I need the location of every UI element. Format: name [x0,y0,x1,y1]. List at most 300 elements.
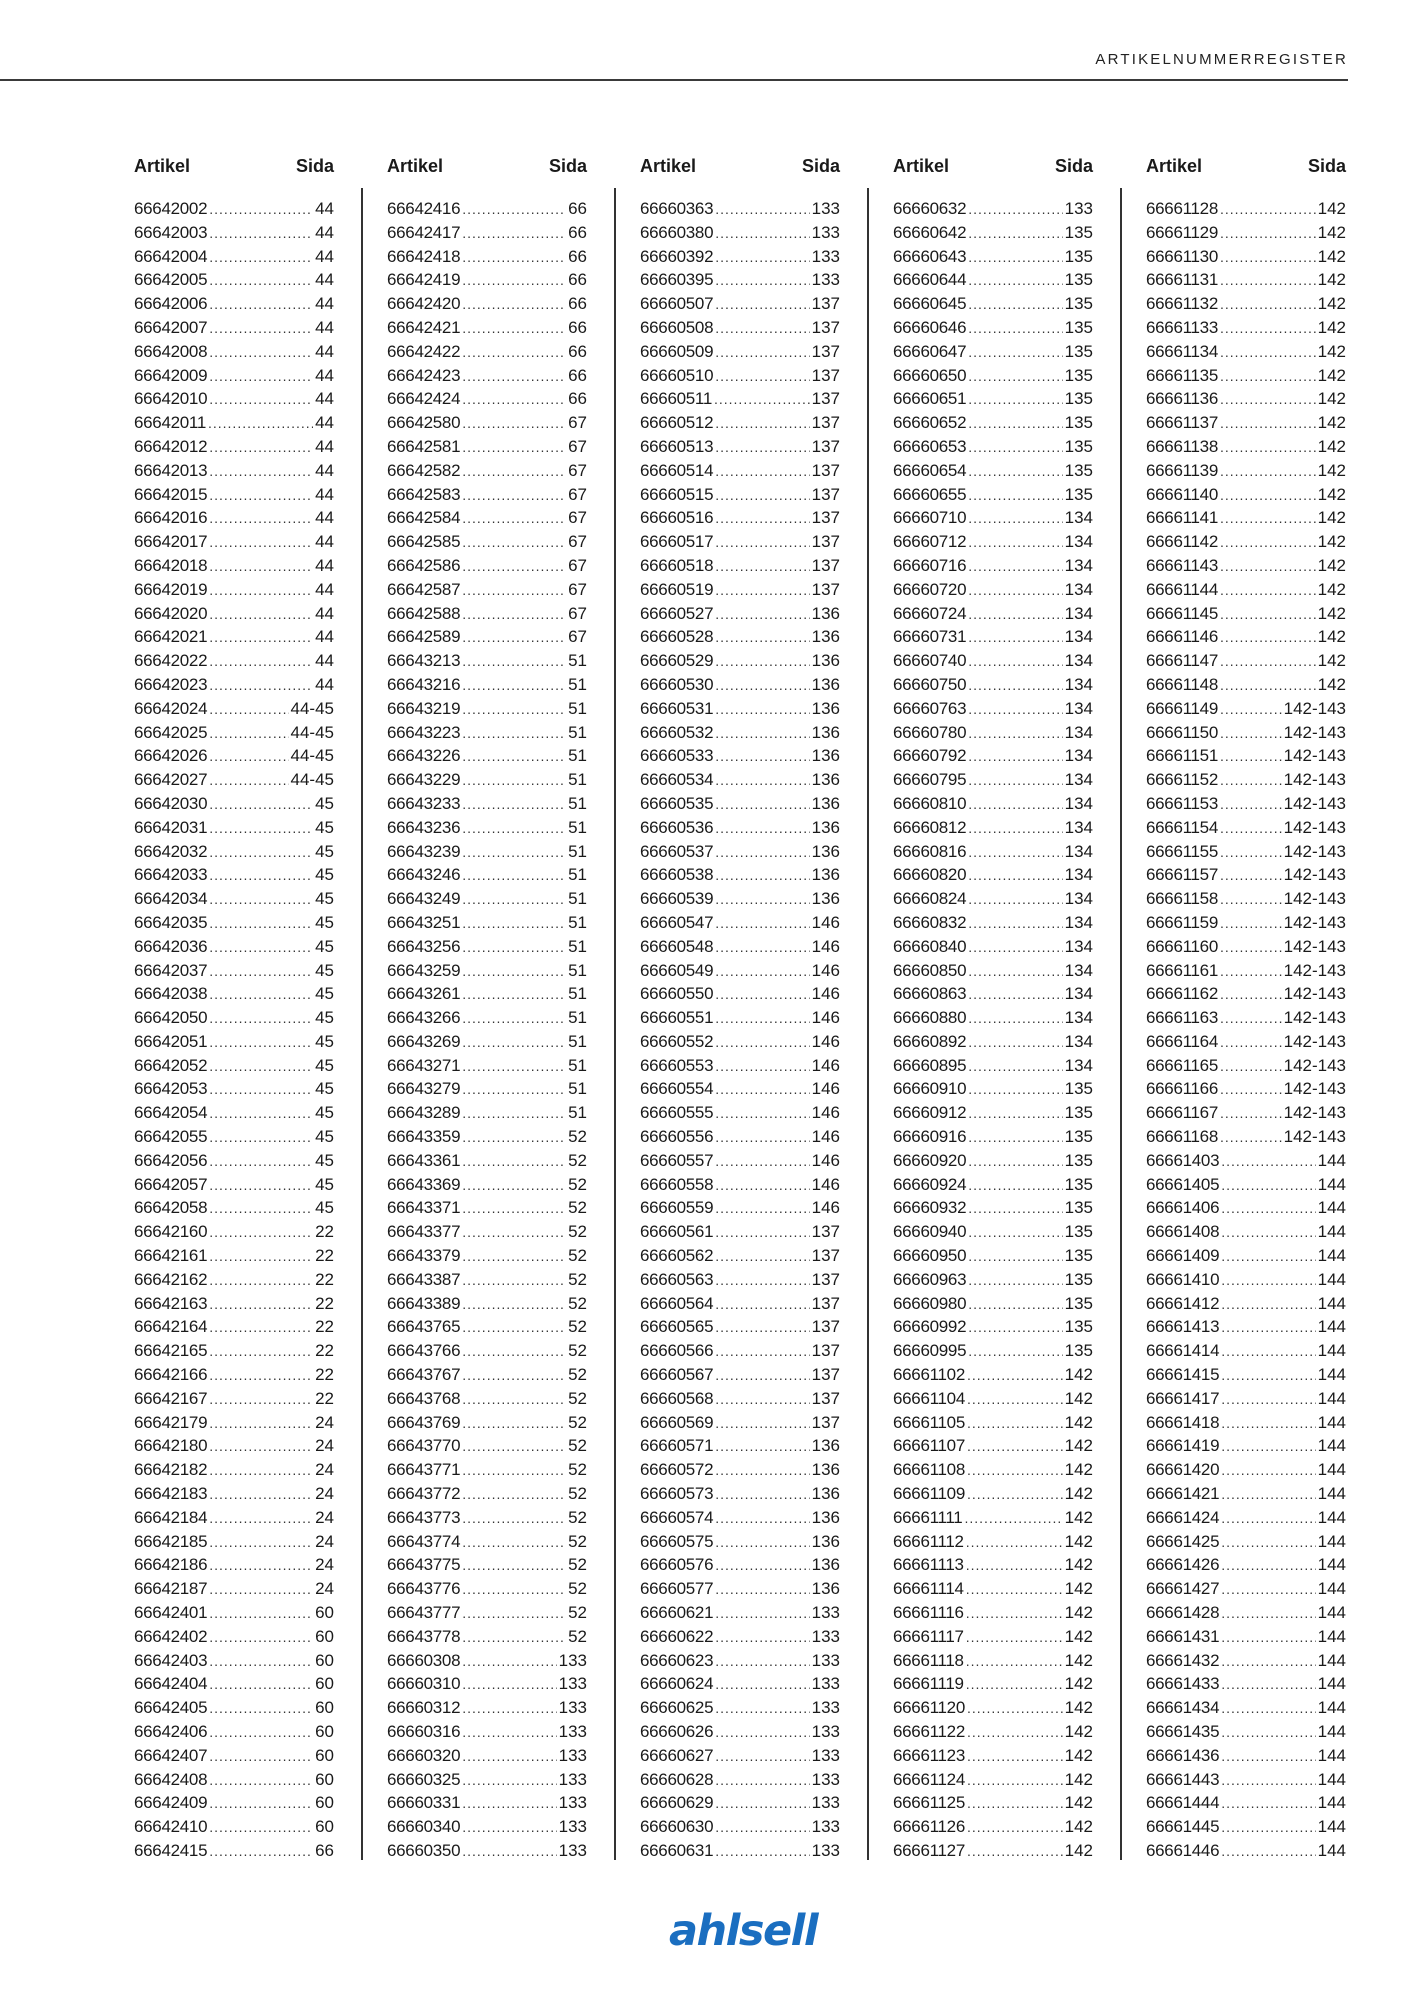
article-number: 66661159 [1146,912,1218,932]
article-number: 66642023 [134,674,208,694]
dot-leader [209,1792,313,1815]
dot-leader [1220,388,1316,411]
header-page: Sida [1307,156,1346,176]
dot-leader [462,983,566,1006]
article-number: 66661123 [893,1745,965,1765]
index-row [893,649,1093,673]
dot-leader [1221,1602,1315,1625]
index-row [893,1458,1093,1482]
page-number: 67 [568,484,587,504]
article-number: 66643233 [387,793,461,813]
dot-leader [462,1626,566,1649]
article-number: 66660518 [640,555,714,575]
dot-leader [209,1840,313,1863]
index-row [134,1101,334,1125]
index-row [1146,1101,1346,1125]
dot-leader [462,1745,556,1768]
index-row [640,1268,840,1292]
page-number: 135 [1064,270,1093,290]
index-row [1146,1553,1346,1577]
dot-leader [1221,1840,1315,1863]
article-number: 66660514 [640,460,714,480]
dot-leader [715,1007,809,1030]
page-number: 44 [315,413,334,433]
dot-leader [209,1507,313,1530]
page-number: 137 [811,1388,840,1408]
article-number: 66660569 [640,1412,714,1432]
article-number: 66661413 [1146,1317,1220,1337]
index-row [387,1506,587,1530]
index-row [134,863,334,887]
index-row [1146,197,1346,221]
page-number: 135 [1064,460,1093,480]
index-row [640,840,840,864]
page-number: 144 [1317,1317,1346,1337]
article-number: 66660651 [893,389,967,409]
page-number: 136 [811,698,840,718]
page-number: 133 [811,1745,840,1765]
dot-leader [209,817,313,840]
index-row [387,1363,587,1387]
article-number: 66660571 [640,1436,714,1456]
index-row [387,1553,587,1577]
dot-leader [462,1174,566,1197]
dot-leader [462,1792,556,1815]
index-row [893,602,1093,626]
dot-leader [462,1578,566,1601]
page-number: 142 [1317,460,1346,480]
page-number: 146 [811,984,840,1004]
index-row [1146,1339,1346,1363]
article-number: 66660646 [893,317,967,337]
page-number: 134 [1064,555,1093,575]
dot-leader [1220,507,1316,530]
index-row [640,1458,840,1482]
page-number: 142 [1064,1531,1093,1551]
page-number: 134 [1064,603,1093,623]
article-number: 66660624 [640,1674,714,1694]
index-row [893,1815,1093,1839]
page-number: 142 [1317,508,1346,528]
index-row [640,1577,840,1601]
page-number: 52 [568,1341,587,1361]
dot-leader [209,365,313,388]
page-number: 144 [1317,1650,1346,1670]
dot-leader [967,1697,1063,1720]
article-number: 66642183 [134,1484,208,1504]
index-row [640,1720,840,1744]
index-row [387,744,587,768]
header-article: Artikel [134,156,191,176]
article-number: 66660557 [640,1150,714,1170]
dot-leader [715,603,809,626]
page-number: 142 [1317,294,1346,314]
article-number: 66661138 [1146,436,1218,456]
page-number: 142 [1317,579,1346,599]
article-number: 66660316 [387,1722,461,1741]
article-number: 66660647 [893,341,967,361]
page-number: 133 [1064,199,1093,218]
page-number: 146 [811,1198,840,1218]
article-number: 66660517 [640,532,714,552]
dot-leader [209,388,313,411]
dot-leader [462,1340,566,1363]
dot-leader [1220,293,1316,316]
page-number: 133 [558,1722,587,1741]
dot-leader [1220,531,1316,554]
index-row [893,1625,1093,1649]
dot-leader [1220,698,1282,721]
article-number: 66642182 [134,1460,208,1480]
article-number: 66661409 [1146,1246,1220,1266]
dot-leader [1221,1816,1315,1839]
article-number: 66642187 [134,1579,208,1599]
article-number: 66642403 [134,1650,208,1670]
index-row [1146,530,1346,554]
page-number: 142 [1317,436,1346,456]
index-row [893,340,1093,364]
page-number: 136 [811,722,840,742]
dot-leader [966,1531,1063,1554]
index-row [1146,1458,1346,1482]
page-number: 137 [811,317,840,337]
column-header [1146,156,1346,180]
article-number: 66642005 [134,270,208,290]
dot-leader [1220,198,1316,221]
article-number: 66642417 [387,222,461,242]
index-row [640,1196,840,1220]
dot-leader [715,769,809,792]
page-number: 136 [811,1484,840,1504]
dot-leader [715,1435,809,1458]
page-number: 136 [811,1555,840,1575]
article-number: 66661120 [893,1698,965,1718]
dot-leader [715,531,809,554]
index-row [387,411,587,435]
dot-leader [462,1078,566,1101]
dot-leader [714,388,810,411]
page-number: 66 [568,222,587,242]
dot-leader [462,1816,556,1839]
dot-leader [715,1840,809,1863]
dot-leader [715,888,809,911]
index-row [134,364,334,388]
dot-leader [209,1245,313,1268]
article-number: 66661414 [1146,1341,1220,1361]
page-number: 44 [315,555,334,575]
article-number: 66660622 [640,1626,714,1646]
index-row [1146,1720,1346,1744]
index-row [387,1030,587,1054]
page-number: 142 [1317,532,1346,552]
article-number: 66643361 [387,1150,461,1170]
index-row [134,1791,334,1815]
article-number: 66660528 [640,627,714,647]
index-row [893,411,1093,435]
article-number: 66660548 [640,936,714,956]
index-row [1146,816,1346,840]
index-row [134,1649,334,1673]
header-article: Artikel [893,156,950,176]
index-row [1146,1625,1346,1649]
page-number: 66 [568,341,587,361]
dot-leader [1220,1078,1282,1101]
page-number: 51 [568,936,587,956]
dot-leader [209,888,313,911]
article-number: 66660763 [893,698,967,718]
index-row [893,268,1093,292]
page-number: 144 [1317,1674,1346,1694]
index-row [640,1815,840,1839]
index-row [640,554,840,578]
page-number: 52 [568,1460,587,1480]
page-number: 142-143 [1283,841,1346,861]
article-number: 66642585 [387,532,461,552]
dot-leader [1220,222,1316,245]
index-row [640,697,840,721]
page-number: 52 [568,1222,587,1242]
article-number: 66660363 [640,199,714,218]
dot-leader [209,1174,313,1197]
dot-leader [715,1293,809,1316]
dot-leader [968,1174,1062,1197]
index-row [893,1292,1093,1316]
article-number: 66643219 [387,698,461,718]
dot-leader [967,1459,1063,1482]
page-number: 144 [1317,1293,1346,1313]
dot-leader [462,317,566,340]
page-number: 52 [568,1626,587,1646]
article-number: 66660652 [893,413,967,433]
page-number: 142 [1317,413,1346,433]
index-row [387,1149,587,1173]
dot-leader [967,1769,1063,1792]
page-number: 24 [315,1531,334,1551]
article-number: 66661145 [1146,603,1218,623]
article-number: 66661417 [1146,1388,1220,1408]
dot-leader [967,1388,1063,1411]
dot-leader [1221,1316,1315,1339]
dot-leader [968,722,1062,745]
dot-leader [968,745,1062,768]
page-number: 134 [1064,1055,1093,1075]
article-number: 66660308 [387,1650,461,1670]
dot-leader [715,246,809,269]
index-row [1146,1696,1346,1720]
page-number: 44 [315,484,334,504]
index-row [640,935,840,959]
page-number: 66 [568,246,587,266]
page-number: 44 [315,674,334,694]
dot-leader [1221,1745,1315,1768]
dot-leader [968,626,1062,649]
page-number: 142 [1064,1579,1093,1599]
article-number: 66661424 [1146,1507,1220,1527]
page-number: 142 [1317,365,1346,385]
index-row [387,506,587,530]
index-row [1146,1363,1346,1387]
article-number: 66642410 [134,1817,208,1837]
dot-leader [1221,1531,1315,1554]
index-row [640,649,840,673]
index-row [1146,982,1346,1006]
index-row [640,1672,840,1696]
page-number: 137 [811,1246,840,1266]
article-number: 66660895 [893,1055,967,1075]
article-number: 66661434 [1146,1698,1220,1718]
article-number: 66661149 [1146,698,1218,718]
page-number: 133 [811,270,840,290]
article-number: 66661433 [1146,1674,1220,1694]
page-number: 142 [1317,199,1346,218]
article-number: 66661128 [1146,199,1218,218]
page-number: 51 [568,722,587,742]
dot-leader [209,1102,313,1125]
index-row [387,1077,587,1101]
page-number: 60 [315,1650,334,1670]
index-row [134,316,334,340]
index-row [134,411,334,435]
page-number: 45 [315,1150,334,1170]
dot-leader [968,1340,1062,1363]
index-row [1146,1006,1346,1030]
article-number: 66660628 [640,1769,714,1789]
dot-leader [462,1316,566,1339]
dot-leader [462,1388,566,1411]
article-number: 66642035 [134,912,208,932]
article-number: 66642419 [387,270,461,290]
page-number: 144 [1317,1817,1346,1837]
article-number: 66642003 [134,222,208,242]
article-number: 66660632 [893,199,967,218]
dot-leader [1220,722,1282,745]
article-number: 66642179 [134,1412,208,1432]
dot-leader [209,912,313,935]
dot-leader [462,388,566,411]
page-number: 137 [811,294,840,314]
page-number: 142-143 [1283,793,1346,813]
index-row [387,935,587,959]
index-row [1146,673,1346,697]
page-number: 142-143 [1283,1103,1346,1123]
page-number: 67 [568,627,587,647]
index-row [640,1696,840,1720]
article-number: 66642162 [134,1269,208,1289]
index-row [1146,1292,1346,1316]
article-number: 66643246 [387,865,461,885]
page-number: 51 [568,1079,587,1099]
page-number: 44 [315,246,334,266]
dot-leader [715,412,809,435]
page-number: 136 [811,841,840,861]
page-number: 137 [811,555,840,575]
header-article: Artikel [387,156,444,176]
page-number: 45 [315,1055,334,1075]
article-number: 66643389 [387,1293,461,1313]
article-number: 66660892 [893,1031,967,1051]
dot-leader [209,1197,313,1220]
article-number: 66661435 [1146,1722,1220,1741]
dot-leader [966,1626,1063,1649]
article-number: 66642184 [134,1507,208,1527]
article-number: 66660912 [893,1103,967,1123]
page-number: 66 [568,365,587,385]
dot-leader [209,1007,313,1030]
index-row [893,1530,1093,1554]
header-page: Sida [548,156,587,176]
dot-leader [968,1102,1062,1125]
page-number: 133 [811,222,840,242]
index-row [893,483,1093,507]
article-number: 66661154 [1146,817,1218,837]
index-row [893,959,1093,983]
article-number: 66660552 [640,1031,714,1051]
page-number: 133 [811,1603,840,1623]
index-row [1146,768,1346,792]
page-number: 44 [315,436,334,456]
page-number: 45 [315,793,334,813]
dot-leader [209,1435,313,1458]
index-row [387,197,587,221]
page-number: 134 [1064,960,1093,980]
dot-leader [209,1459,313,1482]
index-row [640,959,840,983]
index-row [893,1482,1093,1506]
article-number: 66661167 [1146,1103,1218,1123]
article-number: 66643223 [387,722,461,742]
index-row [640,1482,840,1506]
article-number: 66660577 [640,1579,714,1599]
index-row [387,578,587,602]
page-number: 67 [568,555,587,575]
article-number: 66643279 [387,1079,461,1099]
page-number: 137 [811,579,840,599]
page-number: 136 [811,651,840,671]
article-number: 66661410 [1146,1269,1220,1289]
article-number: 66660516 [640,508,714,528]
page-number: 45 [315,984,334,1004]
page-number: 44-45 [290,698,334,718]
article-number: 66643387 [387,1269,461,1289]
page-number: 22 [315,1317,334,1337]
index-row [387,602,587,626]
dot-leader [209,1554,313,1577]
index-row [893,554,1093,578]
index-row [1146,840,1346,864]
index-row [640,1649,840,1673]
page-number: 137 [811,1317,840,1337]
dot-leader [209,436,313,459]
dot-leader [967,1816,1063,1839]
dot-leader [968,1293,1062,1316]
index-row [1146,1768,1346,1792]
article-number: 66642589 [387,627,461,647]
article-number: 66660824 [893,889,967,909]
article-number: 66660509 [640,341,714,361]
page-number: 135 [1064,484,1093,504]
page-number: 142-143 [1283,722,1346,742]
article-number: 66661129 [1146,222,1218,242]
page-number: 51 [568,1031,587,1051]
article-number: 66660731 [893,627,967,647]
index-row [640,1244,840,1268]
page-number: 51 [568,1008,587,1028]
page-number: 51 [568,841,587,861]
article-number: 66661151 [1146,746,1218,766]
dot-leader [715,317,809,340]
index-row [640,340,840,364]
dot-leader [462,1435,566,1458]
